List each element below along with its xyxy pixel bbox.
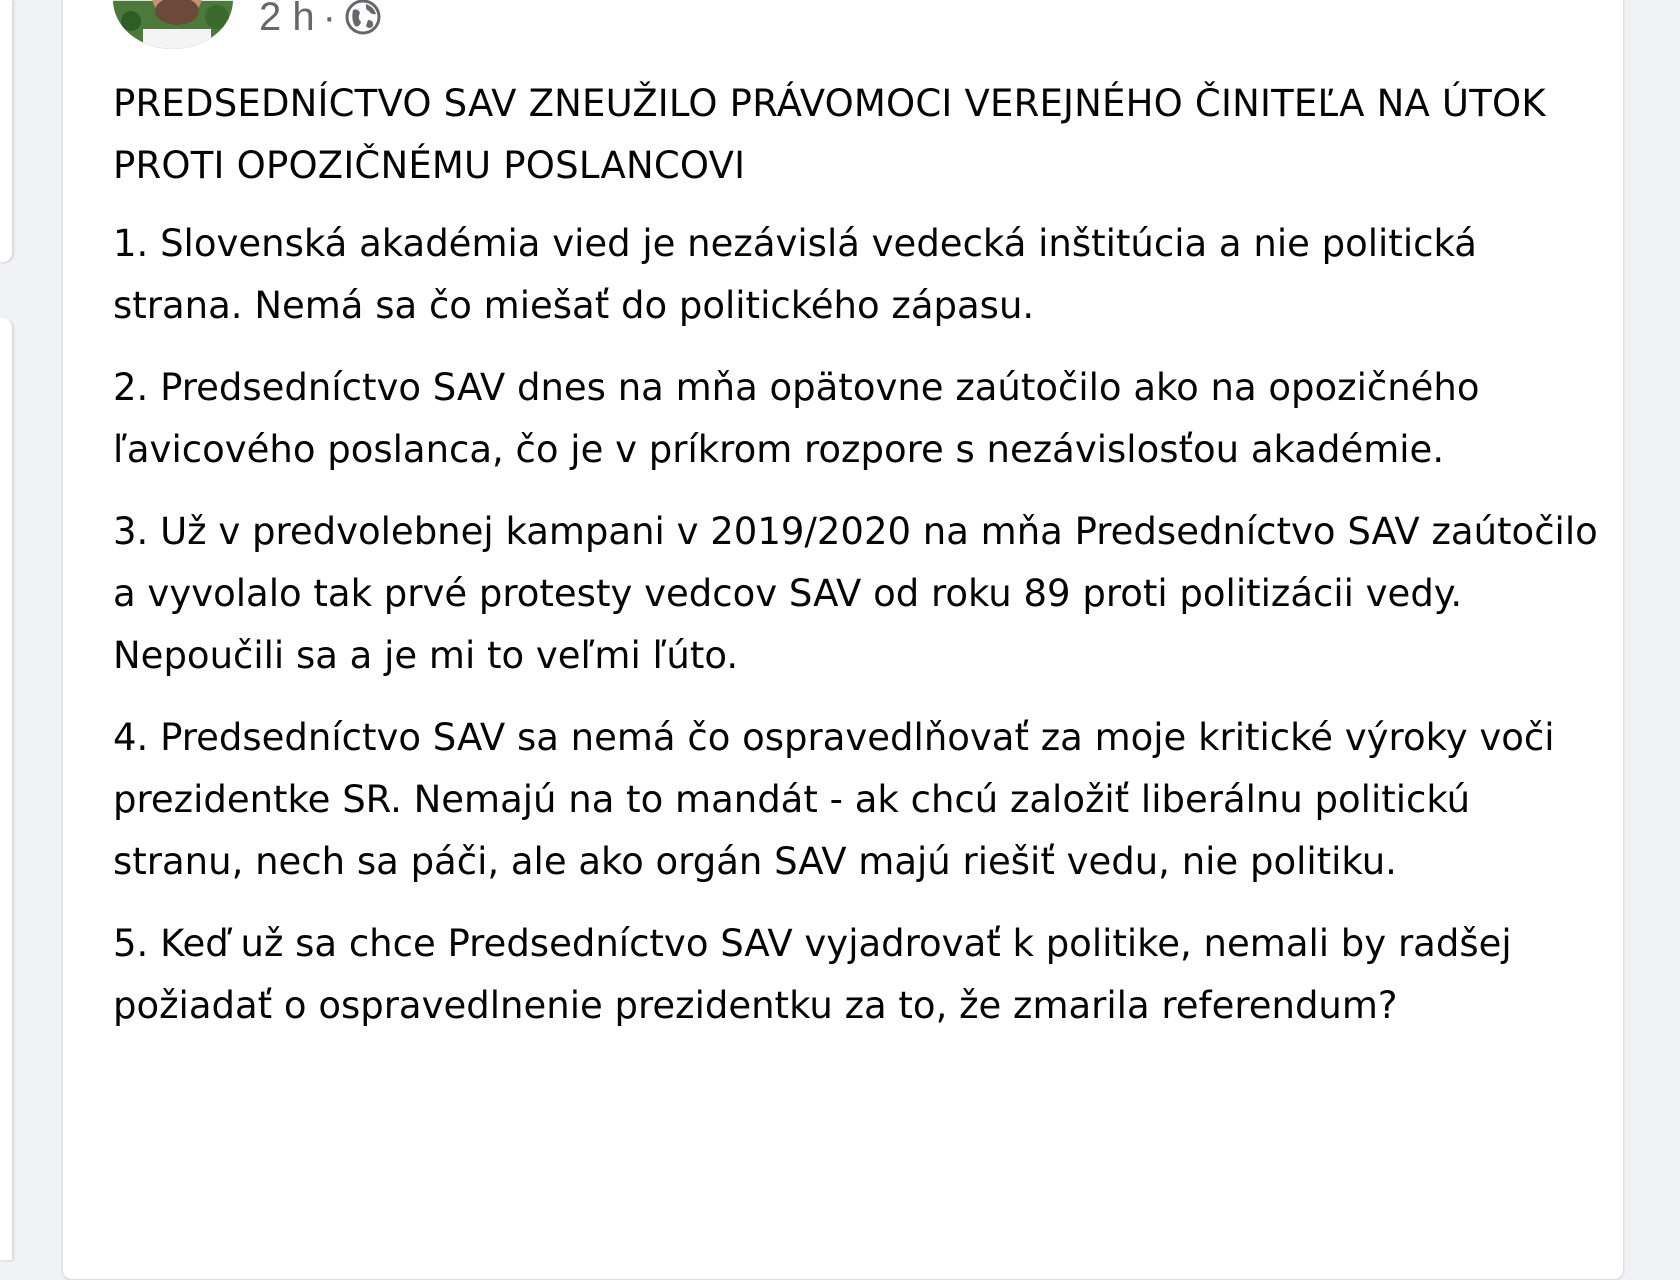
post-card xyxy=(62,0,1624,1280)
author-avatar[interactable] xyxy=(113,0,233,49)
post-paragraph-1: 1. Slovenská akadémia vied je nezávislá vedecká inštitúcia a nie politická strana. Nemá sa čo miešať do politického zápasu. xyxy=(113,222,1477,327)
post-paragraph-3: 3. Už v predvolebnej kampani v 2019/2020 na mňa Predsedníctvo SAV zaútočilo a vyvolalo tak prvé protesty vedcov SAV od roku 89 proti politizácii vedy. Nepoučili sa a je mi to veľmi ľúto. xyxy=(113,510,1598,677)
right-gutter xyxy=(1626,0,1680,1260)
left-panel-card-top xyxy=(0,0,13,262)
post-body xyxy=(113,73,1603,1057)
left-panel-card-bottom xyxy=(0,318,13,1260)
post-title: PREDSEDNÍCTVO SAV ZNEUŽILO PRÁVOMOCI VEREJNÉHO ČINITEĽA NA ÚTOK PROTI OPOZIČNÉMU POSLANCOVI xyxy=(113,82,1546,187)
globe-icon[interactable] xyxy=(344,0,382,36)
post-timestamp[interactable]: 2 h xyxy=(259,0,315,39)
post-paragraph-4: 4. Predsedníctvo SAV sa nemá čo ospravedlňovať za moje kritické výroky voči prezidentke SR. Nemajú na to mandát - ak chcú založiť liberálnu politickú stranu, nech sa páči, ale ako orgán SAV majú riešiť vedu, nie politiku. xyxy=(113,716,1555,883)
meta-separator: · xyxy=(322,0,336,39)
post-paragraph-5: 5. Keď už sa chce Predsedníctvo SAV vyjadrovať k politike, nemali by radšej požiadať o ospravedlnenie prezidentku za to, že zmarila referendum? xyxy=(113,922,1512,1027)
post-meta xyxy=(259,0,382,39)
post-paragraph-2: 2. Predsedníctvo SAV dnes na mňa opätovne zaútočilo ako na opozičného ľavicového poslanca, čo je v príkrom rozpore s nezávislosťou akadémie. xyxy=(113,366,1480,471)
